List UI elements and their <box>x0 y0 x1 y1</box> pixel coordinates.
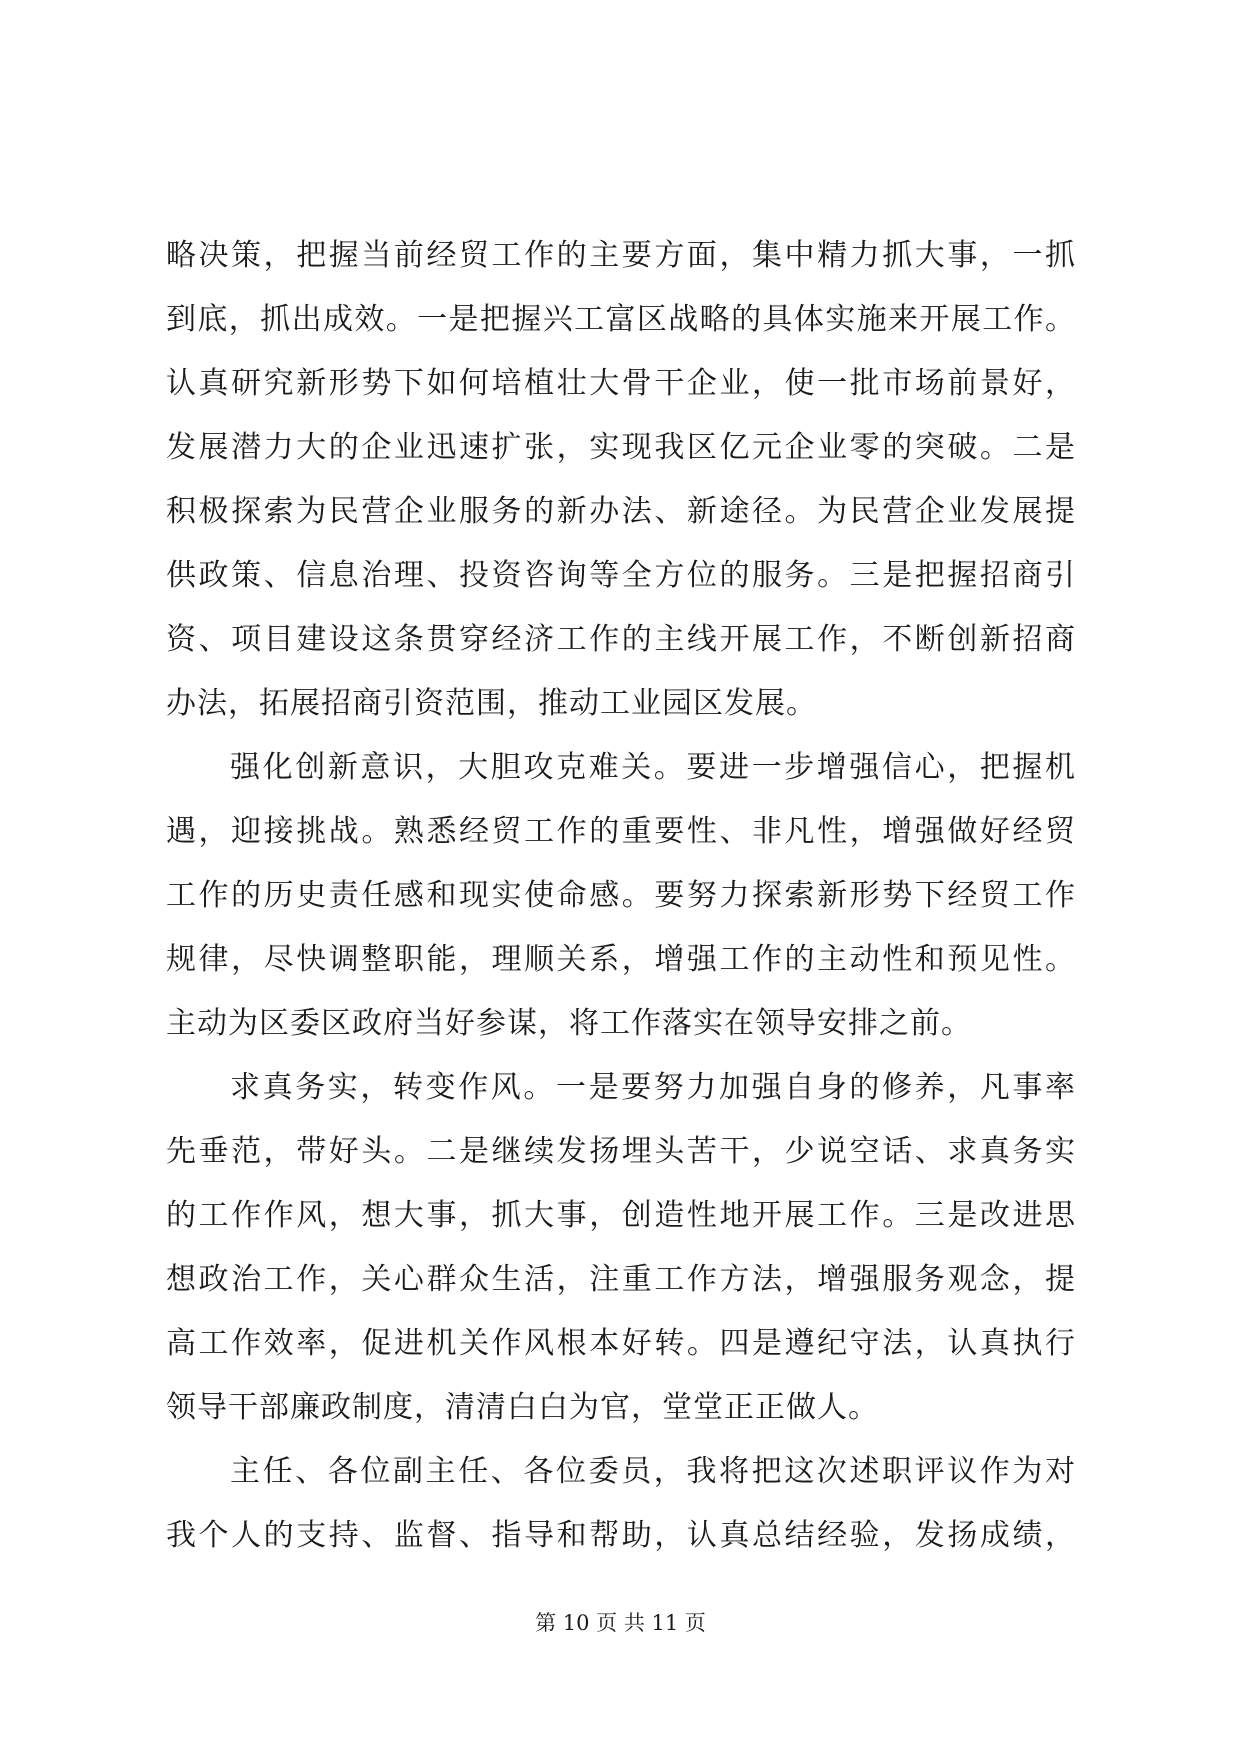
text-line: 供政策、信息治理、投资咨询等全方位的服务。三是把握招商引 <box>166 558 1076 593</box>
text-line: 想政治工作，关心群众生活，注重工作方法，增强服务观念，提 <box>166 1262 1076 1297</box>
text-line: 发展潜力大的企业迅速扩张，实现我区亿元企业零的突破。二是 <box>166 430 1076 465</box>
text-line: 强化创新意识，大胆攻克难关。要进一步增强信心，把握机 <box>230 750 1076 785</box>
text-line: 工作的历史责任感和现实使命感。要努力探索新形势下经贸工作 <box>166 878 1076 913</box>
text-line: 主动为区委区政府当好参谋，将工作落实在领导安排之前。 <box>166 1006 972 1041</box>
text-line: 办法，拓展招商引资范围，推动工业园区发展。 <box>166 686 817 721</box>
text-line: 高工作效率，促进机关作风根本好转。四是遵纪守法，认真执行 <box>166 1326 1076 1361</box>
text-line: 略决策，把握当前经贸工作的主要方面，集中精力抓大事，一抓 <box>166 238 1076 273</box>
text-line: 遇，迎接挑战。熟悉经贸工作的重要性、非凡性，增强做好经贸 <box>166 814 1076 849</box>
paragraph-3 <box>166 1056 1076 1440</box>
text-line: 领导干部廉政制度，清清白白为官，堂堂正正做人。 <box>166 1390 879 1425</box>
page-number-footer: 第 10 页 共 11 页 <box>535 1611 706 1635</box>
text-line: 规律，尽快调整职能，理顺关系，增强工作的主动性和预见性。 <box>166 942 1076 977</box>
text-line: 我个人的支持、监督、指导和帮助，认真总结经验，发扬成绩， <box>166 1518 1076 1553</box>
paragraph-4 <box>166 1440 1076 1568</box>
text-line: 积极探索为民营企业服务的新办法、新途径。为民营企业发展提 <box>166 494 1076 529</box>
text-line: 主任、各位副主任、各位委员，我将把这次述职评议作为对 <box>230 1454 1076 1489</box>
paragraph-2 <box>166 736 1076 1056</box>
text-line: 资、项目建设这条贯穿经济工作的主线开展工作，不断创新招商 <box>166 622 1076 657</box>
document-body <box>166 224 1076 1568</box>
text-line: 到底，抓出成效。一是把握兴工富区战略的具体实施来开展工作。 <box>166 302 1076 337</box>
text-line: 先垂范，带好头。二是继续发扬埋头苦干，少说空话、求真务实 <box>166 1134 1076 1169</box>
text-line: 的工作作风，想大事，抓大事，创造性地开展工作。三是改进思 <box>166 1198 1076 1233</box>
text-line: 认真研究新形势下如何培植壮大骨干企业，使一批市场前景好， <box>166 366 1076 401</box>
text-line: 求真务实，转变作风。一是要努力加强自身的修养，凡事率 <box>230 1070 1076 1105</box>
paragraph-1 <box>166 224 1076 736</box>
